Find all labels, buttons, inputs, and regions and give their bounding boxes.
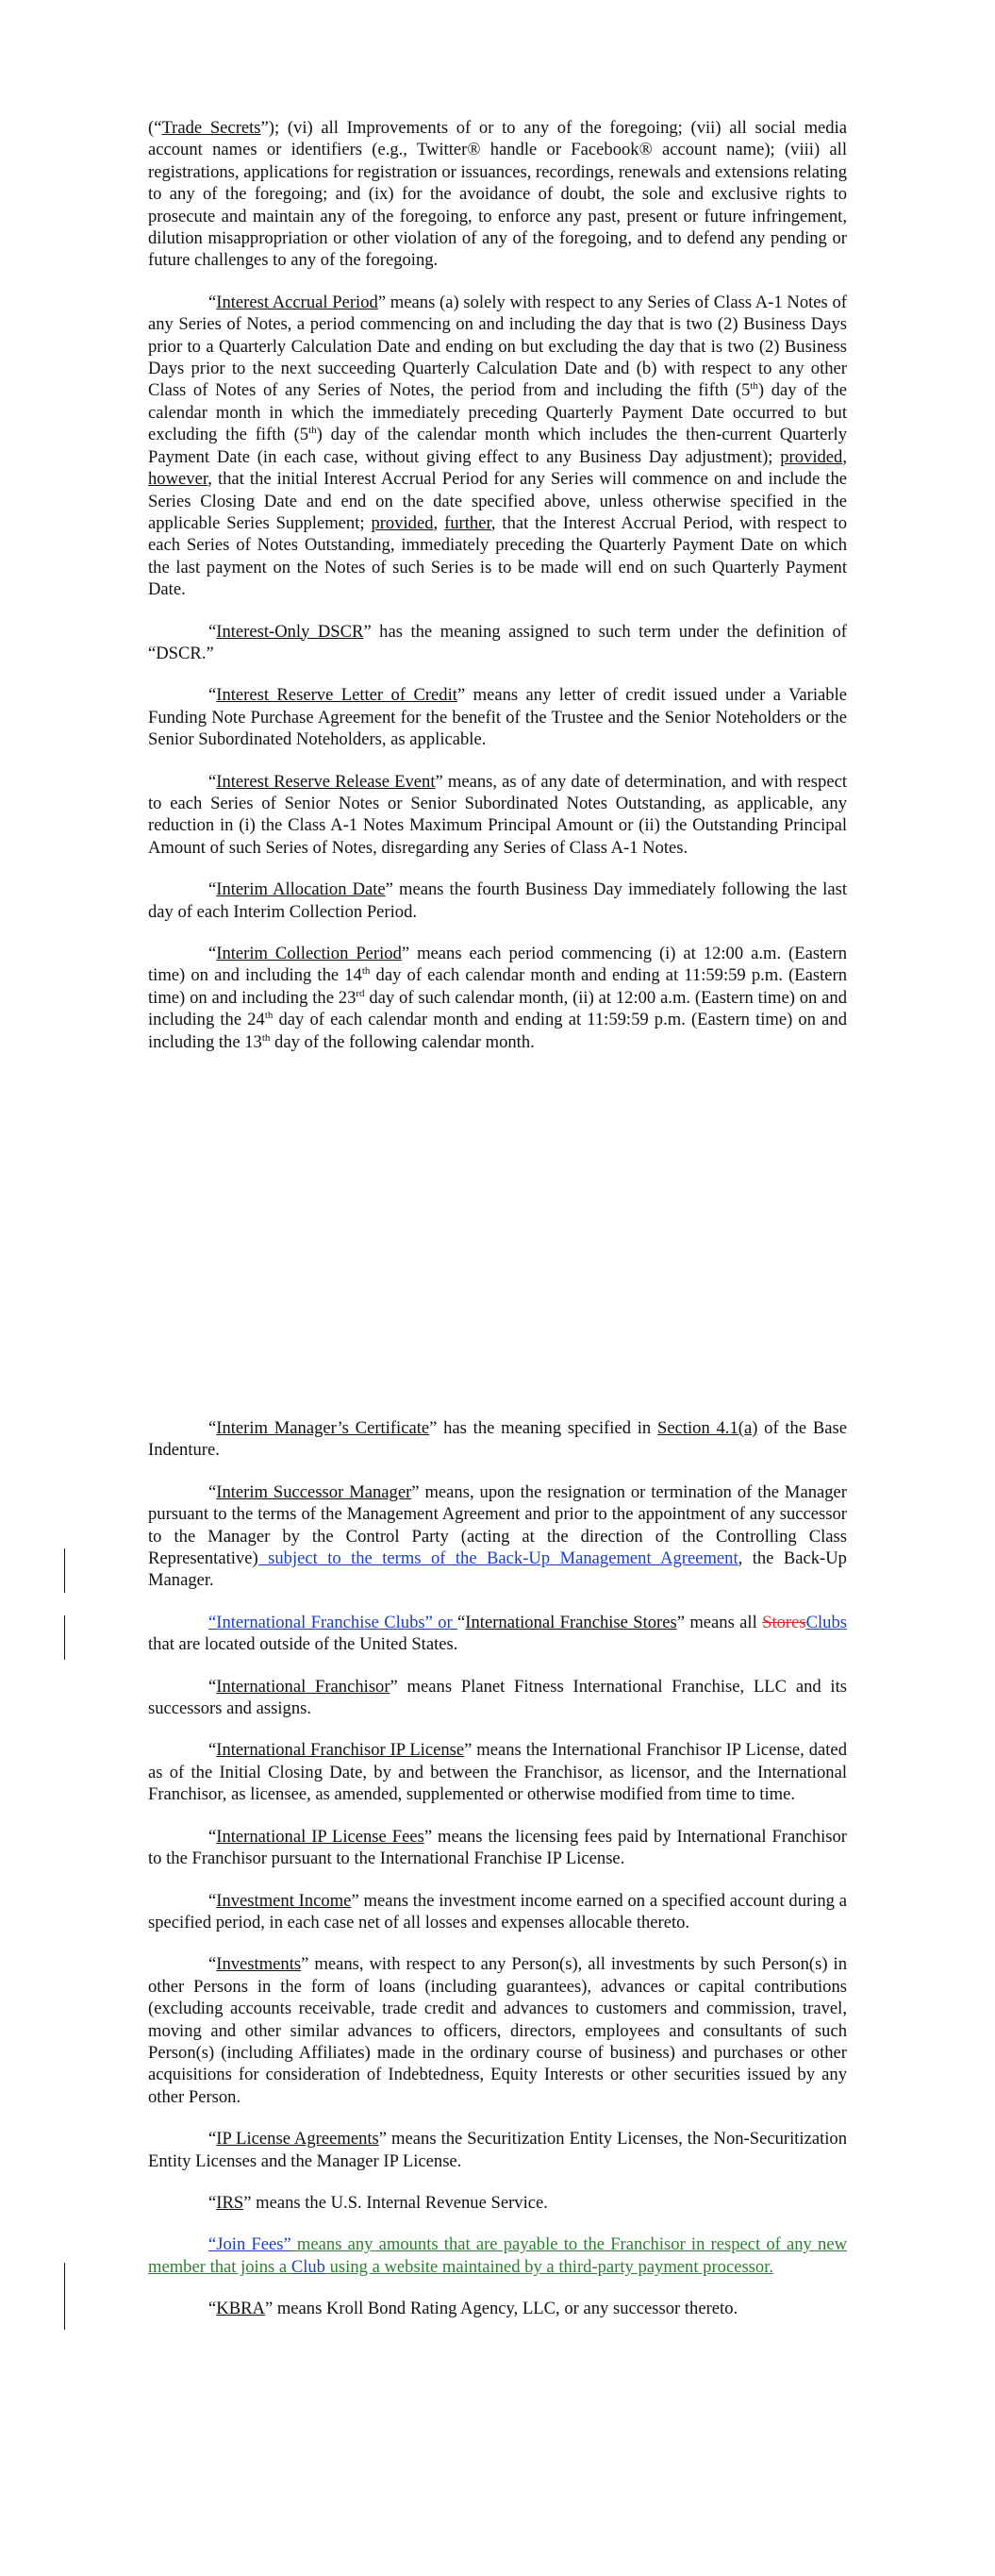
deleted-text: Stores	[762, 1612, 806, 1632]
inserted-text: Clubs	[805, 1612, 847, 1632]
definition-interest-reserve-letter-of-credit: “Interest Reserve Letter of Credit” means any letter of credit issued under a Variable Funding Note Purchase Agreement for the benefit of the Trustee and the Senior Noteholders or the Senior Subordinated Noteholders, as applicable.	[148, 685, 847, 750]
trade-secrets-paragraph: (“Trade Secrets”); (vi) all Improvements of or to any of the foregoing; (vii) all social media account names or identifiers (e.g., Twitter® handle or Facebook® account name); (viii) all registrations, applications for registration or issuances, recordings, renewals and extensions relating to any of the foregoing; and (ix) for the avoidance of doubt, the sole and exclusive rights to prosecute and maintain any of the foregoing, to enforce any past, present or future infringement, dilution misappropriation or other violation of any of the foregoing, and to defend any pending or future challenges to any of the foregoing.	[148, 118, 847, 271]
section-reference: Section 4.1(a)	[656, 1418, 758, 1438]
change-bar	[64, 2263, 65, 2330]
definition-international-franchise-stores: “International Franchise Clubs” or “International Franchise Stores” means all StoresClubs that are located outside of the United States.	[148, 1612, 847, 1655]
defined-term: Interim Successor Manager	[216, 1481, 412, 1502]
defined-term: Interest Reserve Letter of Credit	[216, 685, 457, 706]
inserted-text: “International Franchise Clubs” or	[208, 1612, 458, 1632]
defined-term: IRS	[216, 2192, 244, 2213]
definition-interest-reserve-release-event: “Interest Reserve Release Event” means, as of any date of determination, and with respect to each Series of Senior Notes or Senior Subordinated Notes Outstanding, as applicable, any reduction in (i) the Class A-1 Notes Maximum Principal Amount or (ii) the Outstanding Principal Amount of such Series of Notes, disregarding any Series of Class A-1 Notes.	[148, 771, 847, 858]
defined-term: Interim Collection Period	[216, 944, 402, 963]
definition-interest-accrual-period: “Interest Accrual Period” means (a) solely with respect to any Series of Class A-1 Notes of any Series of Notes, a period commencing on and including the day that is two (2) Business Days prior to a Quarterly Calculation Date and ending on but excluding the day that is two (2) Business Days prior to the next succeeding Quarterly Calculation Date and (b) with respect to any other Class of Notes of any Series of Notes, the period from and including the fifth (5th) day of the calendar month in which the immediately preceding Quarterly Payment Date occurred to but excluding the fifth (5th) day of the calendar month which includes the then-current Quarterly Payment Date (in each case, without giving effect to any Business Day adjustment); provided, however, that the initial Interest Accrual Period for any Series will commence on and include the Series Closing Date and end on the date specified above, unless otherwise specified in the applicable Series Supplement; provided, further, that the Interest Accrual Period, with respect to each Series of Notes Outstanding, immediately preceding the Quarterly Payment Date on which the last payment on the Notes of such Series is to be made will end on such Quarterly Payment Date.	[148, 292, 848, 600]
definition-interim-successor-manager: “Interim Successor Manager” means, upon the resignation or termination of the Manager pursuant to the terms of the Management Agreement and prior to the appointment of any successor to the Manager by the Control Party (acting at the direction of the Controlling Class Representative) subject to the terms of the Back-Up Management Agreement, the Back-Up Manager.	[148, 1481, 847, 1591]
top-section	[148, 117, 847, 1073]
defined-term: International IP License Fees	[216, 1826, 424, 1847]
definition-international-franchisor-ip-license: “International Franchisor IP License” means the International Franchisor IP License, dated as of the Initial Closing Date, by and between the Franchisor, as licensor, and the International Franchisor, as licensee, as amended, supplemented or otherwise modified from time to time.	[148, 1740, 847, 1805]
defined-term: Interim Allocation Date	[216, 879, 386, 900]
defined-term: Interest-Only DSCR	[216, 621, 364, 642]
definition-interest-only-dscr: “Interest-Only DSCR” has the meaning assigned to such term under the definition of “DSCR.”	[148, 621, 847, 663]
change-bar	[64, 1615, 65, 1660]
inserted-text-moved: using a website maintained by a third-party payment processor.	[324, 2256, 774, 2277]
defined-term: International Franchisor	[216, 1676, 390, 1697]
definition-interim-allocation-date: “Interim Allocation Date” means the fourth Business Day immediately following the last day of each Interim Collection Period.	[148, 879, 847, 922]
definition-interim-collection-period: “Interim Collection Period” means each period commencing (i) at 12:00 a.m. (Eastern time) on and including the 14th day of each calendar month and ending at 11:59:59 p.m. (Eastern time) on and including the 23rd day of such calendar month, (ii) at 12:00 a.m. (Eastern time) on and including the 24th day of each calendar month and ending at 11:59:59 p.m. (Eastern time) on and including the 13th day of the following calendar month.	[148, 944, 848, 1052]
defined-term: International Franchisor IP License	[216, 1740, 465, 1761]
defined-term: Trade Secrets	[161, 118, 261, 138]
defined-term: KBRA	[216, 2299, 265, 2319]
definition-international-ip-license-fees: “International IP License Fees” means the licensing fees paid by International Franchisor to the Franchisor pursuant to the International Franchise IP License.	[148, 1826, 848, 1869]
defined-term: IP License Agreements	[216, 2129, 379, 2149]
definition-kbra: “KBRA” means Kroll Bond Rating Agency, LLC, or any successor thereto.	[208, 2299, 738, 2319]
defined-term: Interest Reserve Release Event	[216, 771, 436, 792]
definition-investment-income: “Investment Income” means the investment income earned on a specified account during a specified period, in each case net of all losses and expenses allocable thereto.	[148, 1890, 847, 1932]
definition-interim-managers-certificate: “Interim Manager’s Certificate” has the meaning specified in Section 4.1(a) of the Base Indenture.	[148, 1418, 847, 1461]
inserted-text: subject to the terms of the Back-Up Management Agreement	[257, 1548, 738, 1569]
inserted-text-moved: means any amounts that are payable to the Franchisor in respect of any new member that joins a	[148, 2234, 847, 2277]
definition-join-fees	[148, 2233, 847, 2278]
bottom-section	[148, 1417, 847, 2340]
definition-investments: “Investments” means, with respect to any Person(s), all investments by such Person(s) in other Persons in the form of loans (including guarantees), advances or capital contributions (excluding accounts receivable, trade credit and advances to customers and commission, travel, moving and other similar advances to officers, directors, employees and consultants of such Person(s) (including Affiliates) made in the ordinary course of business) and purchases or other acquisitions for consideration of Indebtedness, Equity Interests or other securities issued by any other Person.	[148, 1954, 847, 2107]
inserted-text: “Join Fees”	[208, 2234, 291, 2255]
definition-ip-license-agreements: “IP License Agreements” means the Securitization Entity Licenses, the Non-Securitization Entity Licenses and the Manager IP License.	[148, 2129, 847, 2171]
defined-term: Investments	[216, 1954, 302, 1975]
change-bar	[64, 1548, 65, 1593]
defined-term: Interim Manager’s Certificate	[216, 1418, 430, 1438]
definition-international-franchisor: “International Franchisor” means Planet Fitness International Franchise, LLC and its successors and assigns.	[148, 1676, 847, 1719]
defined-term: Interest Accrual Period	[216, 292, 378, 312]
inserted-text: Club	[290, 2256, 325, 2277]
defined-term: International Franchise Stores	[465, 1612, 677, 1632]
definition-irs: “IRS” means the U.S. Internal Revenue Service.	[208, 2192, 548, 2213]
defined-term: Investment Income	[216, 1890, 352, 1911]
